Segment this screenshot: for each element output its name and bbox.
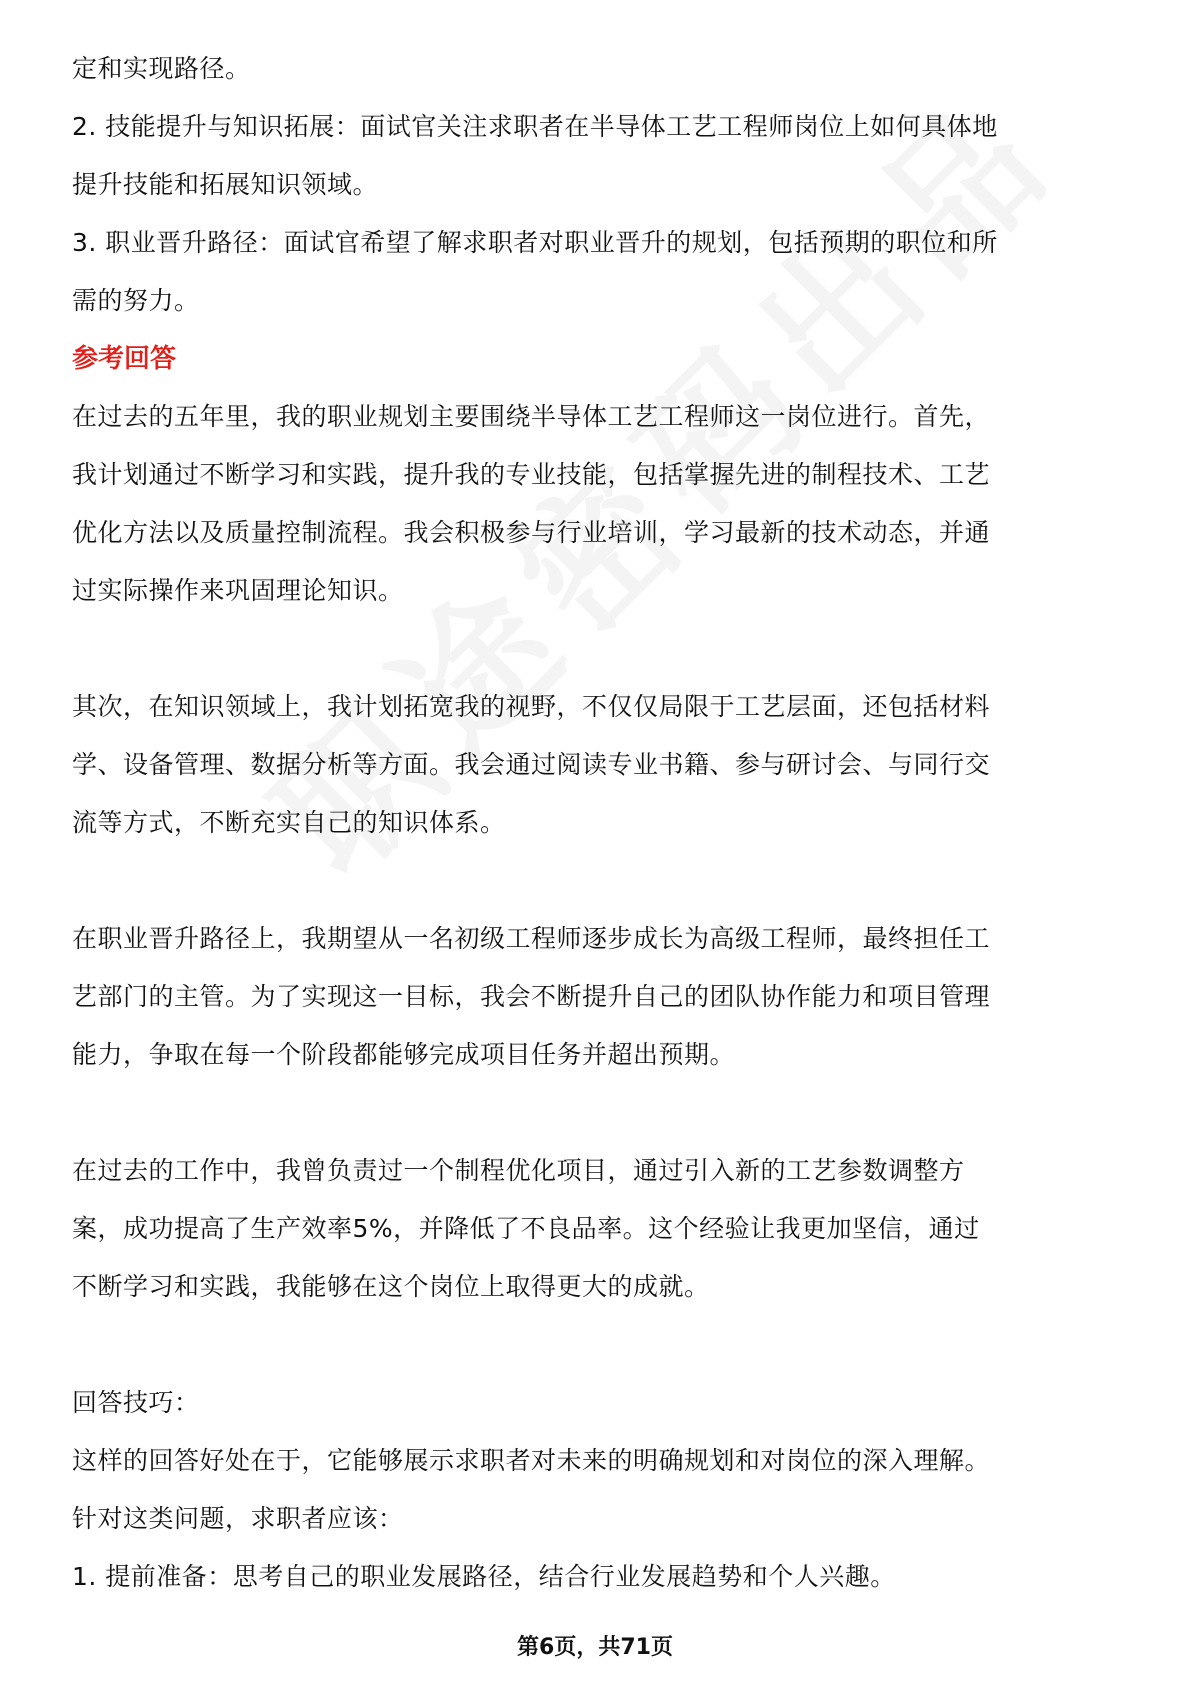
text-line: 学、设备管理、数据分析等方面。我会通过阅读专业书籍、参与研讨会、与同行交 — [72, 750, 991, 779]
answer-paragraph — [72, 388, 1122, 620]
paragraph-gap — [72, 1084, 1122, 1142]
answer-paragraph — [72, 1142, 1122, 1316]
text-line: 3. 职业晋升路径：面试官希望了解求职者对职业晋升的规划，包括预期的职位和所 — [72, 228, 998, 257]
answer-paragraph — [72, 678, 1122, 852]
text-line: 在过去的工作中，我曾负责过一个制程优化项目，通过引入新的工艺参数调整方 — [72, 1156, 965, 1185]
text-line: 流等方式，不断充实自己的知识体系。 — [72, 808, 506, 837]
paragraph-gap — [72, 1316, 1122, 1374]
text-line: 过实际操作来巩固理论知识。 — [72, 576, 404, 605]
page-number: 第6页，共71页 — [517, 1635, 673, 1660]
document-body — [72, 40, 1122, 1606]
text-line: 2. 技能提升与知识拓展：面试官关注求职者在半导体工艺工程师岗位上如何具体地 — [72, 112, 998, 141]
text-line: 需的努力。 — [72, 286, 200, 315]
tips-heading: 回答技巧： — [72, 1388, 200, 1417]
text-line: 不断学习和实践，我能够在这个岗位上取得更大的成就。 — [72, 1272, 710, 1301]
paragraph-gap — [72, 620, 1122, 678]
text-line: 这样的回答好处在于，它能够展示求职者对未来的明确规划和对岗位的深入理解。 — [72, 1446, 991, 1475]
text-line: 针对这类问题，求职者应该： — [72, 1504, 404, 1533]
answer-heading: 参考回答 — [72, 344, 177, 374]
text-line: 优化方法以及质量控制流程。我会积极参与行业培训，学习最新的技术动态，并通 — [72, 518, 991, 547]
text-line: 我计划通过不断学习和实践，提升我的专业技能，包括掌握先进的制程技术、工艺 — [72, 460, 991, 489]
paragraph-gap — [72, 852, 1122, 910]
tips-section — [72, 1374, 1122, 1606]
text-line: 能力，争取在每一个阶段都能够完成项目任务并超出预期。 — [72, 1040, 736, 1069]
text-line: 其次，在知识领域上，我计划拓宽我的视野，不仅仅局限于工艺层面，还包括材料 — [72, 692, 991, 721]
text-line: 在职业晋升路径上，我期望从一名初级工程师逐步成长为高级工程师，最终担任工 — [72, 924, 991, 953]
text-line: 1. 提前准备：思考自己的职业发展路径，结合行业发展趋势和个人兴趣。 — [72, 1562, 896, 1591]
text-line: 案，成功提高了生产效率5%，并降低了不良品率。这个经验让我更加坚信，通过 — [72, 1214, 980, 1243]
text-line: 艺部门的主管。为了实现这一目标，我会不断提升自己的团队协作能力和项目管理 — [72, 982, 991, 1011]
text-line: 提升技能和拓展知识领域。 — [72, 170, 379, 199]
text-line: 在过去的五年里，我的职业规划主要围绕半导体工艺工程师这一岗位进行。首先， — [72, 402, 991, 431]
answer-paragraph — [72, 910, 1122, 1084]
text-line: 定和实现路径。 — [72, 54, 251, 83]
